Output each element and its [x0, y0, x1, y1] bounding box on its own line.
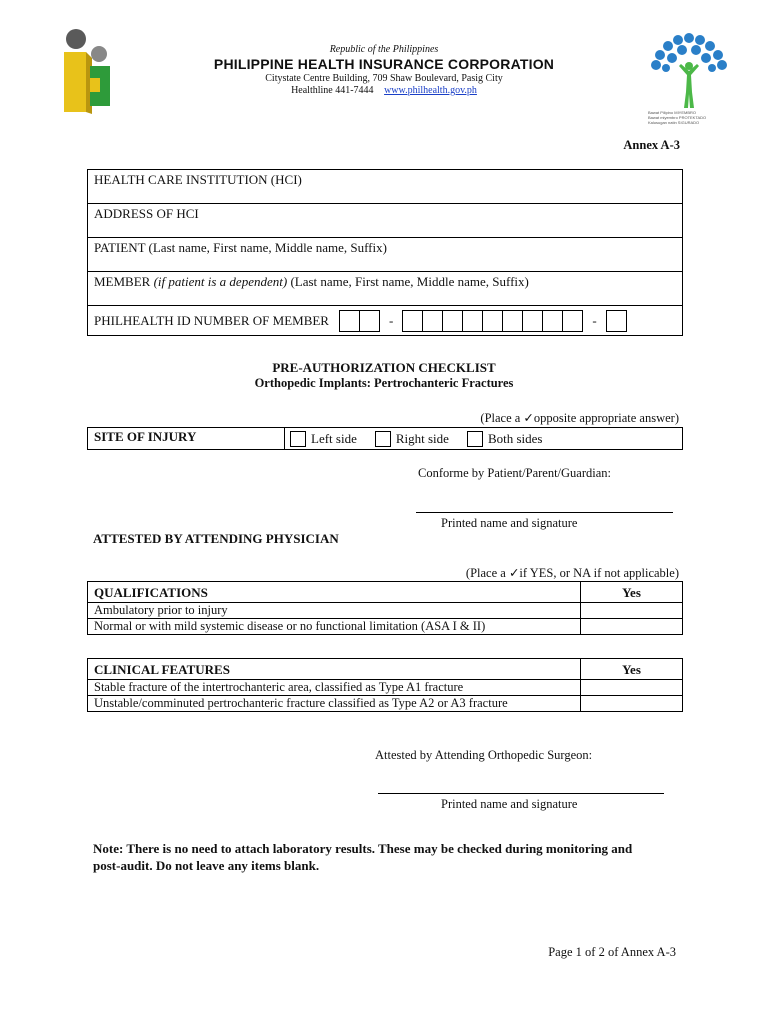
site-of-injury-row	[87, 427, 683, 450]
checkbox-right-side[interactable]	[375, 431, 391, 447]
id-digit-box[interactable]	[360, 310, 380, 332]
patient-label: PATIENT (Last name, First name, Middle name, Suffix)	[94, 240, 387, 255]
clinical-feature-answer-cell[interactable]	[581, 680, 683, 696]
website-link[interactable]: www.philhealth.gov.ph	[384, 85, 477, 96]
surgeon-printed-name-label: Printed name and signature	[441, 797, 578, 811]
option-right-side[interactable]	[375, 431, 449, 447]
id-digit-box[interactable]	[483, 310, 503, 332]
id-boxes-group-1	[339, 310, 380, 332]
right-logo-line: Bawat Pilipino MIYEMBRO	[648, 110, 697, 115]
qualification-answer-cell[interactable]	[581, 603, 683, 619]
hci-address-field[interactable]	[88, 204, 683, 238]
id-digit-box[interactable]	[463, 310, 483, 332]
member-field[interactable]	[88, 272, 683, 306]
healthline: Healthline 441-7444	[291, 85, 374, 96]
right-logo-line: Bawat miyembro PROTEKTADO	[648, 115, 707, 120]
checkbox-left-side[interactable]	[290, 431, 306, 447]
yes-instruction: (Place a ✓if YES, or NA if not applicable)	[465, 566, 679, 580]
clinical-feature-answer-cell[interactable]	[581, 696, 683, 712]
corporation-address: Citystate Centre Building, 709 Shaw Boulevard, Pasig City	[265, 73, 503, 84]
id-boxes-group-3	[606, 310, 627, 332]
checklist-subtitle: Orthopedic Implants: Pertrochanteric Fractures	[254, 376, 514, 390]
site-instruction: (Place a ✓opposite appropriate answer)	[480, 411, 679, 425]
tree-person-logo	[646, 30, 732, 114]
qualification-answer-cell[interactable]	[581, 619, 683, 635]
hci-label: HEALTH CARE INSTITUTION (HCI)	[94, 172, 302, 187]
option-both-sides[interactable]	[467, 431, 543, 447]
philhealth-id-label: PHILHEALTH ID NUMBER OF MEMBER	[94, 312, 329, 328]
note-text: Note: There is no need to attach laboratory results. These may be checked during monitoring and post-audit. Do not leave any items blank.	[93, 841, 633, 873]
id-digit-box[interactable]	[402, 310, 423, 332]
id-boxes-group-2	[402, 310, 583, 332]
corporation-name: PHILIPPINE HEALTH INSURANCE CORPORATION	[213, 56, 555, 72]
option-left-side[interactable]	[290, 431, 357, 447]
attested-surgeon-label: Attested by Attending Orthopedic Surgeon:	[375, 748, 593, 762]
option-label: Both sides	[487, 430, 543, 446]
surgeon-signature-line[interactable]	[378, 793, 664, 794]
clinical-features-yes-header: Yes	[581, 659, 683, 680]
id-digit-box[interactable]	[523, 310, 543, 332]
clinical-features-table	[87, 658, 683, 712]
site-of-injury-label: SITE OF INJURY	[88, 428, 285, 449]
checklist-title: PRE-AUTHORIZATION CHECKLIST	[272, 360, 496, 375]
right-logo-line: Kalusugan natin SIGURADO	[648, 120, 700, 125]
option-label: Left side	[311, 430, 357, 446]
id-digit-box[interactable]	[563, 310, 583, 332]
member-label-suffix: (Last name, First name, Middle name, Suffix)	[287, 274, 529, 289]
hci-address-label: ADDRESS OF HCI	[94, 206, 199, 221]
id-digit-box[interactable]	[339, 310, 360, 332]
id-digit-box[interactable]	[443, 310, 463, 332]
clinical-features-header: CLINICAL FEATURES	[88, 659, 581, 680]
checkbox-both-sides[interactable]	[467, 431, 483, 447]
id-digit-box[interactable]	[543, 310, 563, 332]
qualifications-table	[87, 581, 683, 635]
conforme-label: Conforme by Patient/Parent/Guardian:	[418, 466, 612, 480]
patient-signature-line[interactable]	[416, 512, 673, 513]
contact-line	[0, 85, 768, 96]
qualifications-yes-header: Yes	[581, 582, 683, 603]
qualifications-header: QUALIFICATIONS	[88, 582, 581, 603]
qualification-item: Normal or with mild systemic disease or no functional limitation (ASA I & II)	[88, 619, 581, 635]
id-separator: -	[388, 312, 394, 328]
republic-text: Republic of the Philippines	[329, 44, 439, 55]
philhealth-id-field	[88, 306, 683, 336]
id-digit-box[interactable]	[503, 310, 523, 332]
clinical-feature-item: Stable fracture of the intertrochanteric area, classified as Type A1 fracture	[88, 680, 581, 696]
option-label: Right side	[395, 430, 449, 446]
id-digit-box[interactable]	[606, 310, 627, 332]
page-footer: Page 1 of 2 of Annex A-3	[548, 945, 676, 959]
id-separator: -	[592, 312, 597, 328]
right-logo-text	[648, 110, 706, 125]
hci-field[interactable]	[88, 170, 683, 204]
member-label-italic: (if patient is a dependent)	[153, 274, 288, 289]
clinical-feature-item: Unstable/comminuted pertrochanteric fracture classified as Type A2 or A3 fracture	[88, 696, 581, 712]
member-label-prefix: MEMBER	[94, 274, 154, 289]
id-digit-box[interactable]	[423, 310, 443, 332]
annex-label: Annex A-3	[623, 138, 680, 152]
patient-field[interactable]	[88, 238, 683, 272]
qualification-item: Ambulatory prior to injury	[88, 603, 581, 619]
patient-printed-name-label: Printed name and signature	[441, 516, 578, 530]
info-table	[87, 169, 683, 336]
site-options	[285, 428, 560, 449]
attested-physician-heading: ATTESTED BY ATTENDING PHYSICIAN	[93, 531, 339, 546]
